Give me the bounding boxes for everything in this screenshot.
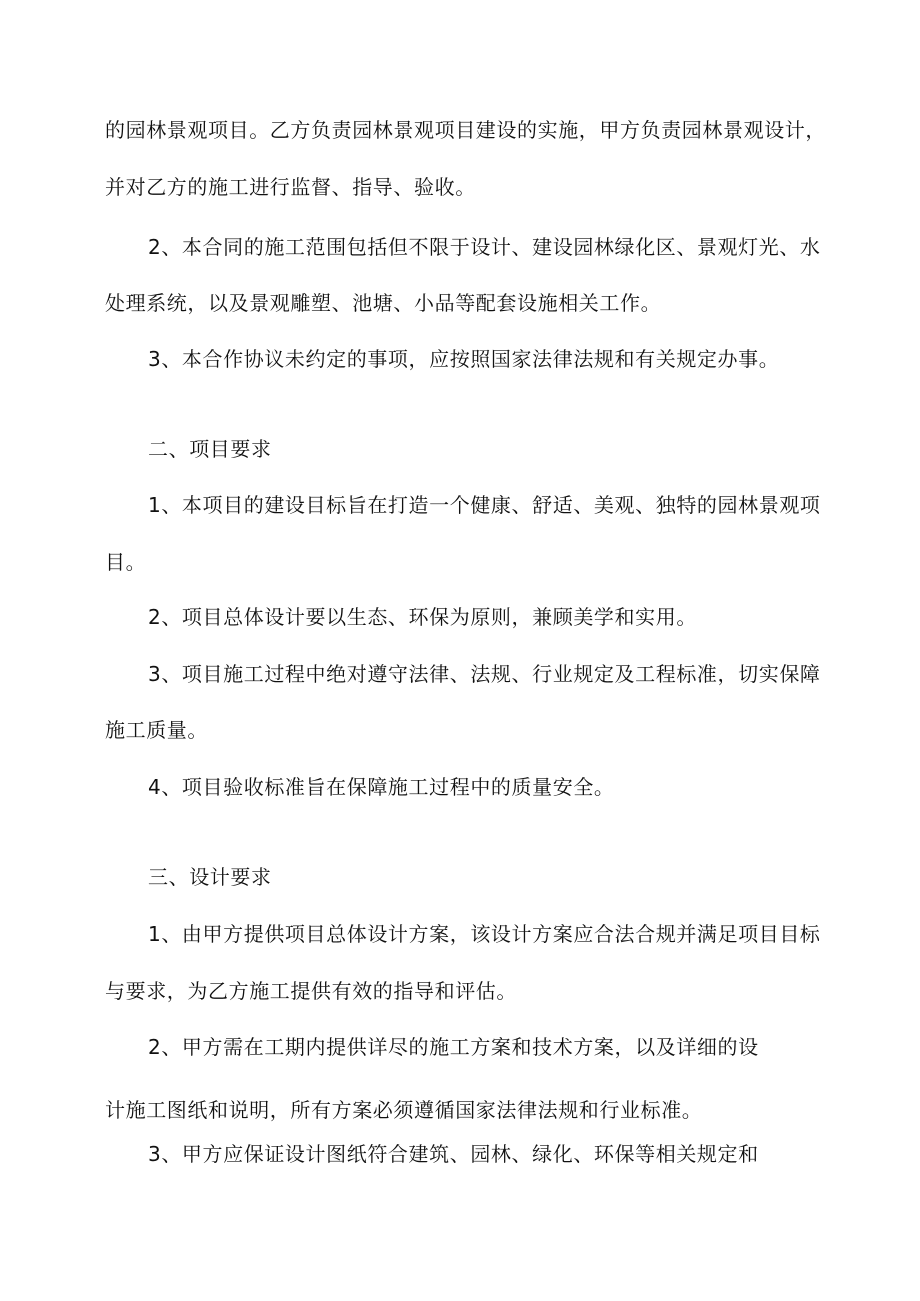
design-item-2-continued: 计施工图纸和说明，所有方案必须遵循国家法律法规和行业标准。: [105, 1098, 703, 1122]
requirement-item-3: 3、项目施工过程中绝对遵守法律、法规、行业规定及工程标准，切实保障: [148, 662, 821, 686]
design-item-3: 3、甲方应保证设计图纸符合建筑、园林、绿化、环保等相关规定和: [148, 1142, 759, 1166]
requirement-item-2: 2、项目总体设计要以生态、环保为原则，兼顾美学和实用。: [148, 605, 697, 629]
requirement-item-1-continued: 目。: [105, 550, 147, 574]
section-heading: 三、设计要求: [148, 865, 272, 889]
design-item-1: 1、由甲方提供项目总体设计方案，该设计方案应合法合规并满足项目目标: [148, 922, 821, 946]
requirement-item-3-continued: 施工质量。: [105, 718, 208, 742]
clause-item-2-continued: 处理系统，以及景观雕塑、池塘、小品等配套设施相关工作。: [105, 291, 662, 315]
design-item-2: 2、甲方需在工期内提供详尽的施工方案和技术方案，以及详细的设: [148, 1035, 759, 1059]
clause-item-3: 3、本合作协议未约定的事项，应按照国家法律法规和有关规定办事。: [148, 347, 780, 371]
paragraph-line: 并对乙方的施工进行监督、指导、验收。: [105, 175, 476, 199]
section-heading: 二、项目要求: [148, 437, 272, 461]
requirement-item-4: 4、项目验收标准旨在保障施工过程中的质量安全。: [148, 775, 615, 799]
requirement-item-1: 1、本项目的建设目标旨在打造一个健康、舒适、美观、独特的园林景观项: [148, 493, 821, 517]
clause-item-2: 2、本合同的施工范围包括但不限于设计、建设园林绿化区、景观灯光、水: [148, 235, 821, 259]
design-item-1-continued: 与要求，为乙方施工提供有效的指导和评估。: [105, 979, 517, 1003]
paragraph-line: 的园林景观项目。乙方负责园林景观项目建设的实施，甲方负责园林景观设计，: [105, 118, 826, 142]
